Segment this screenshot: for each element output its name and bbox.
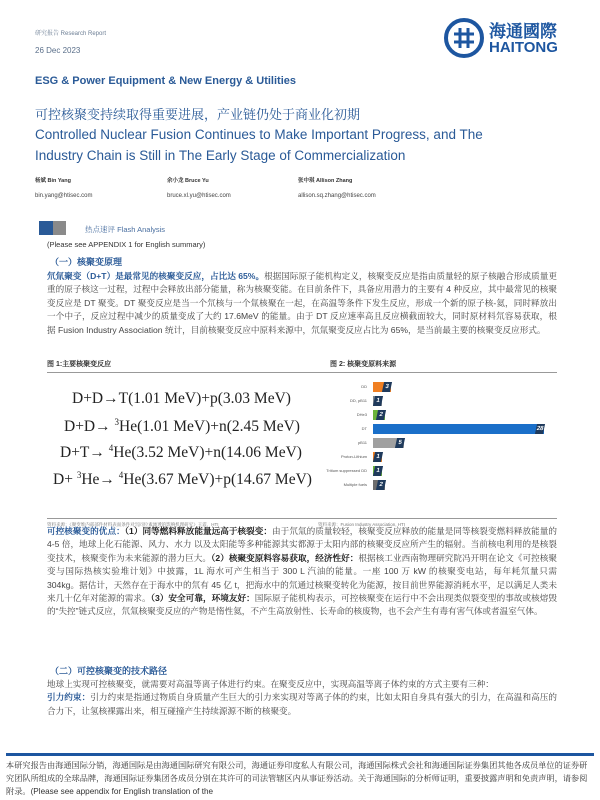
author-email[interactable]: bruce.xl.yu@htisec.com bbox=[167, 193, 231, 199]
title-en-line1: Controlled Nuclear Fusion Continues to Make Important Progress, and The bbox=[35, 127, 483, 142]
bar-label: DT bbox=[361, 426, 367, 431]
bar-label: Multiple fuels bbox=[343, 482, 367, 487]
figure-bottom-rule bbox=[47, 518, 557, 519]
figure-2-title: 图 2: 核聚变原料来源 bbox=[330, 361, 397, 368]
figure-1-source: 资料来源：《聚变堆内部部件材料表面条件对氘同位素渗透的影响机理研究》王震，HTI bbox=[47, 522, 219, 527]
author-name: 张中琪 Allison Zhang bbox=[298, 178, 353, 184]
bar-value-label: 28 bbox=[535, 426, 544, 432]
bar-value-label: 2 bbox=[376, 480, 386, 490]
logo-emblem-icon bbox=[444, 18, 484, 58]
flash-analysis-label: 热点速评 Flash Analysis bbox=[85, 225, 166, 234]
bar-label: pB11 bbox=[357, 440, 367, 445]
bar-value-label: 1 bbox=[373, 396, 383, 406]
sector-heading: ESG & Power Equipment & New Energy & Utilities bbox=[35, 75, 296, 87]
lead-text: 氘氚聚变（D+T）是最常见的核聚变反应，占比达 65%。 bbox=[47, 271, 265, 281]
figure-1-title: 图 1:主要核聚变反应 bbox=[47, 361, 112, 368]
paragraph-text: 根据国际原子能机构定义，核聚变反应是指由质量轻的原子核融合形成质量更重的原子核这一过程，过程中会释放出部分能量，称为核聚变能。在目前条件下，具备应用潜力的主要有 4 种反应，其中最常见的核聚变反应是 DT 聚变。DT 聚变反应是当一个氘核与一个氚核聚在一起，在高温等条件下发生反应，形成一个新的原子核-氦，同时释放出一个中子，反应过程中减少的质量变成了大约 17.6MeV 的能量。由于 DT 反应速率高且反应横截面较大，同时原材料氘容易获取，根据 Fusion Industry Association 统计，目前核聚变反应中原料来源中，氘氚聚变反应占比为 65%，是当前最主要的核聚变反应形式。 bbox=[47, 271, 557, 335]
figure-2-source: 资料来源：Fusion Industry Association, HTI bbox=[318, 522, 406, 527]
footer-disclaimer: 本研究报告由海通国际分销，海通国际是由海通国际研究有限公司，海通证券印度私人有限公司，海通国际株式会社和海通国际证券集团其他各成员单位的证券研究团队所组成的全球品牌，海通国际证券集团各成员分别在其许可的司法管辖区内从事证券活动。关于海通国际的分析师证明，重要披露声明和免责声明，请参阅附录。(Please see appendix for English translation of the bbox=[6, 761, 588, 796]
equation: D+T→ $^4$He(3.52 MeV)+n(14.06 MeV) bbox=[60, 443, 302, 462]
section-heading-2: （二）可控核聚变的技术路径 bbox=[50, 666, 168, 676]
bar-value-label: 5 bbox=[394, 438, 404, 448]
bar-value-label: 2 bbox=[376, 410, 386, 420]
logo-text-en: HAITONG bbox=[489, 39, 558, 56]
section-heading-1: （一）核聚变原理 bbox=[50, 257, 123, 267]
bar-value-label: 3 bbox=[382, 382, 392, 392]
bar-label: Proton-Lithium bbox=[340, 454, 367, 459]
appendix-note: (Please see APPENDIX 1 for English summary) bbox=[47, 240, 206, 249]
footer-rule bbox=[6, 753, 594, 756]
author-name: 余小龙 Bruce Yu bbox=[167, 178, 209, 184]
author-name: 杨斌 Bin Yang bbox=[35, 178, 71, 184]
section-1-paragraph bbox=[47, 270, 557, 337]
author-email[interactable]: bin.yang@htisec.com bbox=[35, 193, 93, 199]
bar-label: DD bbox=[361, 384, 367, 389]
flash-marker-gray bbox=[53, 221, 66, 235]
bar bbox=[373, 424, 544, 434]
bar-label: DD, pB11 bbox=[349, 398, 367, 403]
equation: D+D→T(1.01 MeV)+p(3.03 MeV) bbox=[72, 390, 291, 407]
logo-text-cn: 海通國際 bbox=[489, 22, 557, 41]
section-2-paragraph: 地球上实现可控核聚变，就需要对高温等离子体进行约束。在聚变反应中，实现高温等离子体约束的方式主要有三种： 引力约束：引力约束是指通过物质自身质量产生巨大的引力来实现对等离子体的约束，比如太阳自身具有强大的引力，在高温和高压的合力下，让氢核裸露出来，相互碰撞产生持续源源不断的核聚变。 bbox=[47, 679, 557, 716]
bar-value-label: 1 bbox=[373, 466, 383, 476]
title-cn: 可控核聚变持续取得重要进展，产业链仍处于商业化初期 bbox=[35, 107, 361, 122]
bar-value-label: 1 bbox=[373, 452, 383, 462]
report-date: 26 Dec 2023 bbox=[35, 46, 81, 55]
title-en-line2: Industry Chain is Still in The Early Stage of Commercialization bbox=[35, 148, 406, 163]
equation: D+D→ $^3$He(1.01 MeV)+n(2.45 MeV) bbox=[64, 417, 300, 436]
author-email[interactable]: allison.sq.zhang@htisec.com bbox=[298, 193, 376, 199]
advantages-paragraph: 可控核聚变的优点：（1）同等燃料释放能量远高于核裂变：由于氘氚的质量较轻，核聚变反应释放的能量是同等核裂变燃料释放能量的 4-5 倍，地球上化石能源、风力、水力 以及太阳能等多种能源其实都源于太阳内部的核聚变反应所产生的辐射。当前核电利用的是核裂变技术，核聚变作为未来能源的潜力巨大。（2）核聚变原料容易获取，经济性好：根据核工业西南物理研究院冯开明在论文《可控核聚变与国际热核实验堆计划》中披露，1L 海水可产生相当于 300 L 汽油的能量。一座 100 万 kW 的核聚变电站，每年耗氘量只需 304kg。据估计，天然存在于海水中的氘有 45 亿 t，把海水中的氘通过核聚变转化为能源，按目前世界能源消耗水平，足以满足人类未来几十亿年对能源的需求。（3）安全可靠，环境友好：国际原子能机构表示，可控核聚变在运行中不会出现类似裂变型的事故或核熔毁的“失控”链式反应，氘氚核聚变反应的产物是惰性氦，不产生高放射性、长寿命的核废物，也不会产生有毒有害气体或者温室气体。 bbox=[47, 526, 557, 617]
figure-top-rule bbox=[47, 372, 557, 373]
bar-label: DHe3 bbox=[356, 412, 367, 417]
equation: D+ $^3$He→ $^4$He(3.67 MeV)+p(14.67 MeV) bbox=[53, 470, 312, 489]
report-type: 研究报告 Research Report bbox=[35, 31, 107, 37]
bar-label: Tritium suppressed DD bbox=[326, 468, 367, 473]
flash-marker-blue bbox=[39, 221, 53, 235]
